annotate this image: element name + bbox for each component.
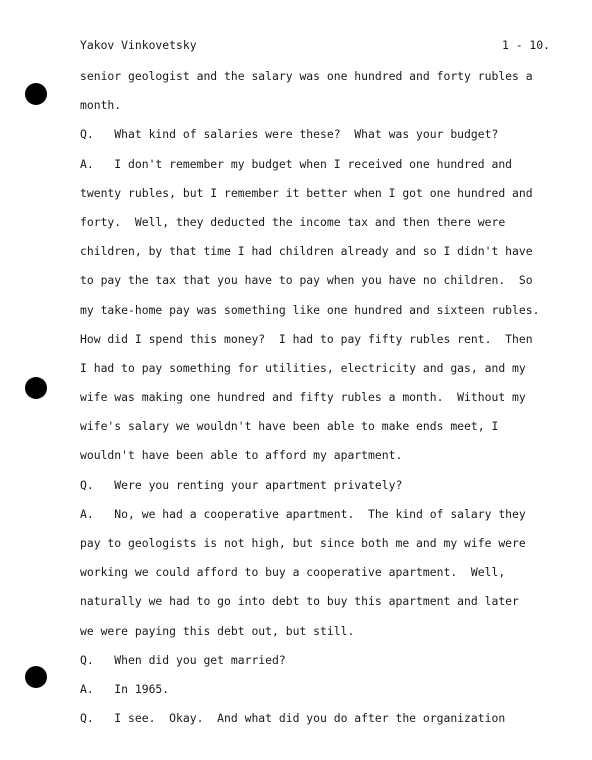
text-line: children, by that time I had children already and so I didn't have: [80, 244, 533, 259]
text-line: naturally we had to go into debt to buy this apartment and later: [80, 594, 519, 609]
text-line: wife was making one hundred and fifty rubles a month. Without my: [80, 390, 526, 405]
text-line: A. No, we had a cooperative apartment. The kind of salary they: [80, 506, 526, 521]
text-line: twenty rubles, but I remember it better when I got one hundred and: [80, 185, 533, 200]
text-line: A. I don't remember my budget when I received one hundred and: [80, 156, 513, 171]
text-line: wouldn't have been able to afford my apartment.: [80, 448, 403, 463]
text-line: senior geologist and the salary was one hundred and forty rubles a: [80, 69, 533, 83]
text-line: wife's salary we wouldn't have been able to make ends meet, I: [80, 419, 499, 434]
text-line: month.: [80, 98, 122, 113]
text-line: Q. When did you get married?: [80, 652, 286, 667]
text-line: Q. I see. Okay. And what did you do after the organization: [80, 711, 506, 726]
text-line: my take-home pay was something like one hundred and sixteen rubles.: [80, 302, 540, 317]
text-line: forty. Well, they deducted the income tax and then there were: [80, 214, 506, 229]
transcript-page: [80, 38, 550, 726]
text-line: A. In 1965.: [80, 681, 170, 696]
text-line: Q. Were you renting your apartment privately?: [80, 477, 403, 492]
binder-hole-middle: [25, 377, 47, 399]
transcript-body: [80, 69, 550, 740]
text-line: How did I spend this money? I had to pay fifty rubles rent. Then: [80, 331, 533, 346]
text-line: Q. What kind of salaries were these? What was your budget?: [80, 127, 499, 142]
binder-hole-bottom: [25, 666, 47, 688]
interviewee-name: Yakov Vinkovetsky: [80, 38, 197, 52]
text-line: I had to pay something for utilities, electricity and gas, and my: [80, 360, 526, 375]
page-header: [80, 38, 550, 60]
text-line: we were paying this debt out, but still.: [80, 623, 355, 638]
page-number: 1 - 10.: [501, 38, 550, 52]
binder-hole-top: [25, 83, 47, 105]
text-line: pay to geologists is not high, but since both me and my wife were: [80, 536, 526, 550]
text-line: to pay the tax that you have to pay when you have no children. So: [80, 273, 533, 288]
text-line: working we could afford to buy a cooperative apartment. Well,: [80, 565, 506, 580]
